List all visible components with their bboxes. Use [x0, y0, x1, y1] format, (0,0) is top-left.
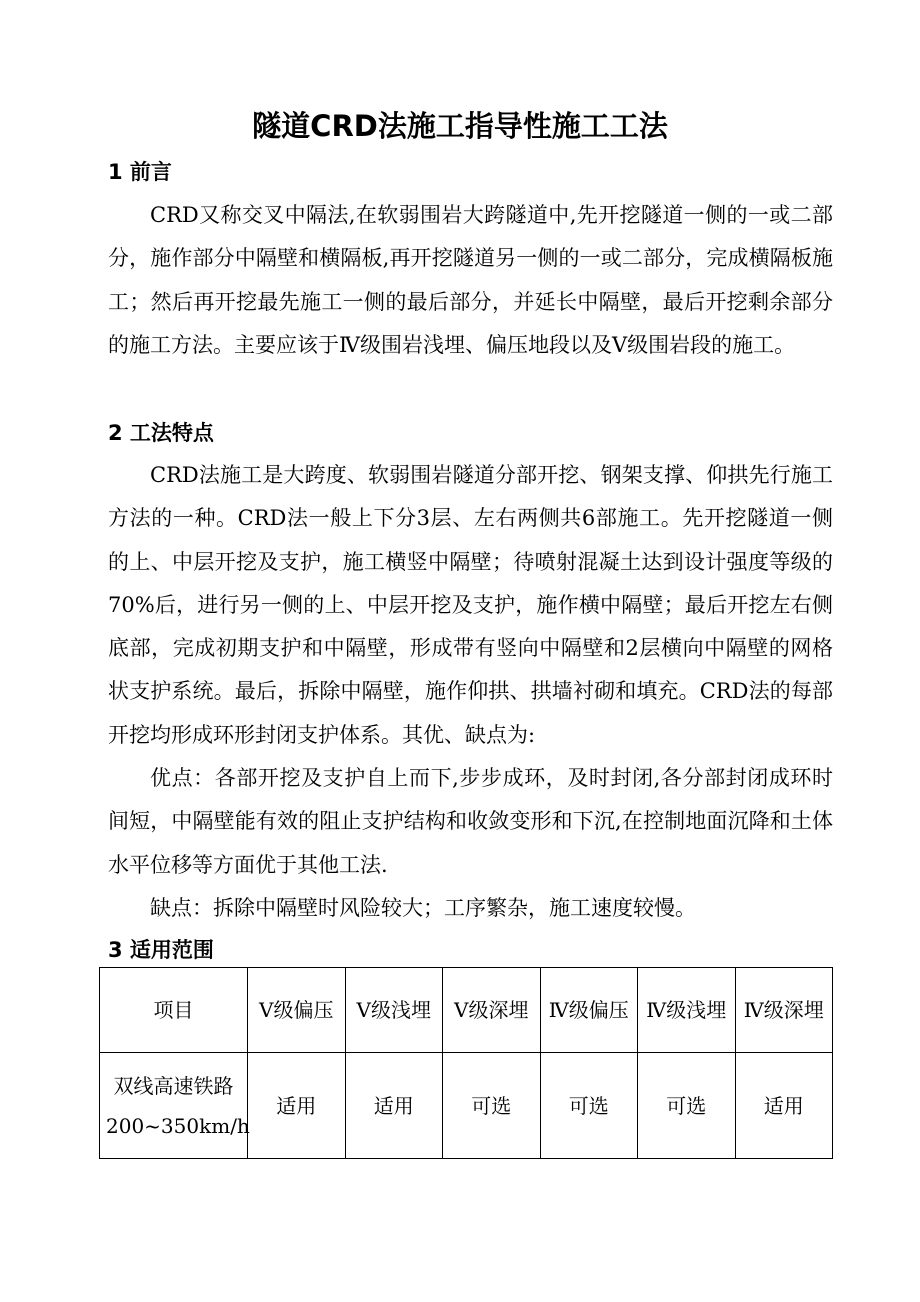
table-header-cell: Ⅴ级偏压: [248, 968, 346, 1053]
table-header-cell: Ⅴ级浅埋: [345, 968, 443, 1053]
table-header-cell: Ⅳ级浅埋: [638, 968, 736, 1053]
table-header-cell: Ⅴ级深埋: [443, 968, 541, 1053]
section-heading-features: 2 工法特点: [108, 421, 214, 445]
table-header-cell: 项目: [100, 968, 248, 1053]
table-cell: 适用: [248, 1053, 346, 1159]
table-cell: 可选: [443, 1053, 541, 1159]
section-heading-scope: 3 适用范围: [108, 938, 214, 962]
paragraph-disadvantages: 缺点：拆除中隔壁时风险较大；工序繁杂，施工速度较慢。: [150, 896, 696, 920]
table-cell: 适用: [345, 1053, 443, 1159]
paragraph-advantages: 优点：各部开挖及支护自上而下,步步成环，及时封闭,各分部封闭成环时间短，中隔壁能有效的阻止支护结构和收敛变形和下沉,在控制地面沉降和土体水平位移等方面优于其他工法.: [108, 766, 833, 877]
section-heading-preface: 1 前言: [108, 160, 172, 184]
paragraph-preface: CRD又称交叉中隔法,在软弱围岩大跨隧道中,先开挖隧道一侧的一或二部分，施作部分中隔壁和横隔板,再开挖隧道另一侧的一或二部分，完成横隔板施工；然后再开挖最先施工一侧的最后部分，并延长中隔壁，最后开挖剩余部分的施工方法。主要应该于Ⅳ级围岩浅埋、偏压地段以及Ⅴ级围岩段的施工。: [108, 203, 833, 357]
table-header-cell: Ⅳ级深埋: [735, 968, 833, 1053]
table-cell: 可选: [638, 1053, 736, 1159]
table-cell: 双线高速铁路200~350km/h: [100, 1053, 248, 1159]
applicability-table: [99, 967, 833, 1159]
paragraph-features: CRD法施工是大跨度、软弱围岩隧道分部开挖、钢架支撑、仰拱先行施工方法的一种。CRD法一般上下分3层、左右两侧共6部施工。先开挖隧道一侧的上、中层开挖及支护，施工横竖中隔壁；待喷射混凝土达到设计强度等级的70%后，进行另一侧的上、中层开挖及支护，施作横中隔壁；最后开挖左右侧底部，完成初期支护和中隔壁，形成带有竖向中隔壁和2层横向中隔壁的网格状支护系统。最后，拆除中隔壁，施作仰拱、拱墙衬砌和填充。CRD法的每部开挖均形成环形封闭支护体系。其优、缺点为:: [108, 463, 833, 747]
document-title: 隧道CRD法施工指导性施工工法: [252, 109, 668, 143]
table-cell: 适用: [735, 1053, 833, 1159]
table-cell: 可选: [540, 1053, 638, 1159]
table-row: [100, 1053, 833, 1159]
table-header-row: [100, 968, 833, 1053]
table-header-cell: Ⅳ级偏压: [540, 968, 638, 1053]
